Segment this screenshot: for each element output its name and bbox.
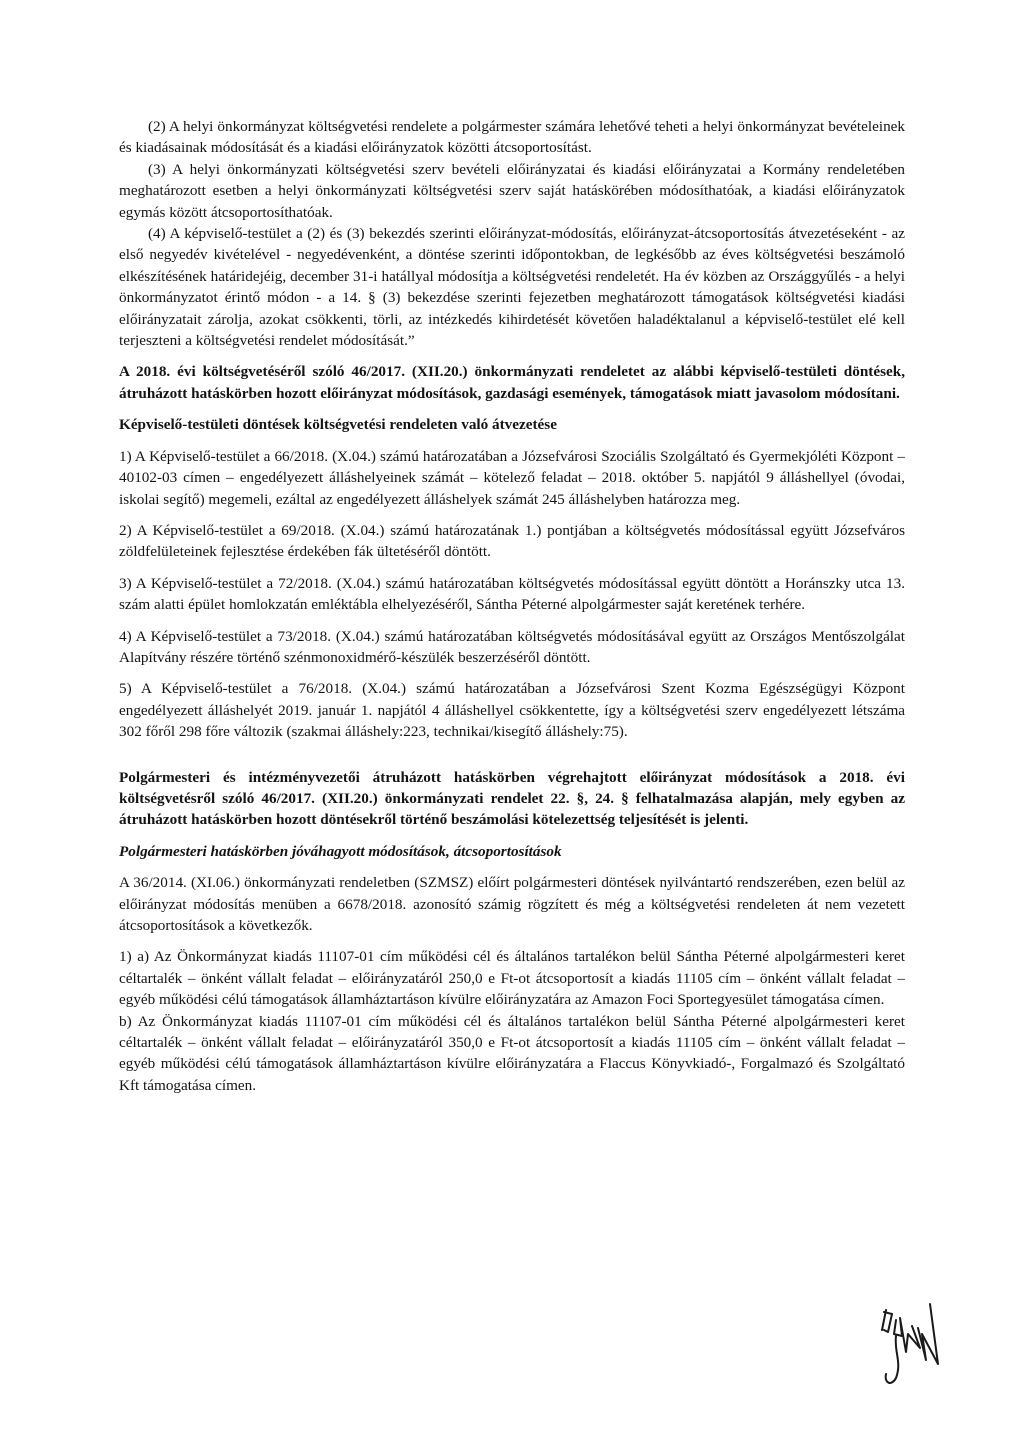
- decision-item-4: 4) A Képviselő-testület a 73/2018. (X.04.) számú határozatában költségvetés módosításával együtt az Országos Mentőszolgálat Alapítvány részére történő szénmonoxidmérő-készülék beszerzéséről döntött.: [119, 627, 905, 666]
- decision-item-2: 2) A Képviselő-testület a 69/2018. (X.04.) számú határozatának 1.) pontjában a költségvetés módosítással együtt Józsefváros zöldfelületeinek fejlesztése érdekében fák ültetéséről döntött.: [119, 521, 905, 561]
- decision-item-5: 5) A Képviselő-testület a 76/2018. (X.04.) számú határozatában a Józsefvárosi Szent Kozma Egészségügyi Központ engedélyezett álláshelyét 2019. január 1. napjától 4 álláshellyel csökkentette, így a költségvetési szerv engedélyezett létszáma 302 főről 298 főre változik (szakmai álláshely:223, technikai/kisegítő álláshely:75).: [119, 680, 905, 741]
- section-heading-delegated-modifications: Polgármesteri és intézményvezetői átruházott hatáskörben végrehajtott előirányzat módosítások a 2018. évi költségvetésről szóló 46/2017. (XII.20.) önkormányzati rendelet 22. §, 24. § felhatalmazása alapján, mely egyben az átruházott hatáskörben hozott döntésekről történő beszámolási kötelezettség teljesítését is jelenti.: [119, 768, 905, 829]
- transfer-item-1b: b) Az Önkormányzat kiadás 11107-01 cím működési cél és általános tartalékon belül Sántha Péterné alpolgármesteri keret céltartalék – önként vállalt feladat – előirányzatáról 350,0 e Ft-ot átcsoportosít a kiadás 11105 cím – önként vállalt feladat – egyéb működési célú támogatások államháztartáson kívülre előirányzatára a Flaccus Könyvkiadó-, Forgalmazó és Szolgáltató Kft támogatása címen.: [119, 1012, 905, 1094]
- document-page: [119, 116, 905, 1096]
- handwritten-signature: [872, 1290, 962, 1400]
- transfer-item-1a: 1) a) Az Önkormányzat kiadás 11107-01 cím működési cél és általános tartalékon belül Sántha Péterné alpolgármesteri keret céltartalék – önként vállalt feladat – előirányzatáról 250,0 e Ft-ot átcsoportosít a kiadás 11105 cím – önként vállalt feladat – egyéb működési célú támogatások államháztartáson kívülre előirányzatára az Amazon Foci Sportegyesület támogatása címen.: [119, 948, 905, 1009]
- section-heading-council-decisions: Képviselő-testületi döntések költségvetési rendeleten való átvezetése: [119, 416, 557, 434]
- paragraph-2: (2) A helyi önkormányzat költségvetési rendelete a polgármester számára lehetővé teheti a helyi önkormányzat bevételeinek és kiadásainak módosítását és a kiadási előirányzatok közötti átcsoportosítást.: [119, 118, 905, 157]
- decision-item-1: 1) A Képviselő-testület a 66/2018. (X.04.) számú határozatában a Józsefvárosi Szociális Szolgáltató és Gyermekjóléti Központ – 40102-03 címen – engedélyezett álláshelyeinek számát – kötelező feladat – 2018. október 5. napjától 9 álláshellyel (óvodai, iskolai segítő) megemeli, ezáltal az engedélyezett álláshelyek számát 245 álláshelyben határozza meg.: [119, 447, 905, 508]
- decision-item-3: 3) A Képviselő-testület a 72/2018. (X.04.) számú határozatában költségvetés módosítással együtt döntött a Horánszky utca 13. szám alatti épület homlokzatán emléktábla elhelyezéséről, Sántha Péterné alpolgármester saját keretének terhére.: [119, 574, 905, 614]
- paragraph-4: (4) A képviselő-testület a (2) és (3) bekezdés szerinti előirányzat-módosítás, előirányzat-átcsoportosítás átvezetéseként - az első negyedév kivételével - negyedévenként, a döntése szerinti időpontokban, de legkésőbb az éves költségvetési beszámoló elkészítésének határidejéig, december 31-i hatállyal módosítja a költségvetési rendeletét. Ha év közben az Országgyűlés - a helyi önkormányzatot érintő módon - a 14. § (3) bekezdése szerinti fejezetben meghatározott támogatások költségvetési kiadási előirányzatait zárolja, azokat csökkenti, törli, az intézkedés kihirdetését követően haladéktalanul a képviselő-testület elé kell terjeszteni a költségvetési rendelet módosítását.”: [119, 225, 905, 350]
- subheading-mayoral-approvals: Polgármesteri hatáskörben jóváhagyott módosítások, átcsoportosítások: [119, 842, 562, 860]
- paragraph-3: (3) A helyi önkormányzati költségvetési szerv bevételi előirányzatai és kiadási előirányzatai a Kormány rendeletében meghatározott esetben a helyi önkormányzati költségvetési szerv saját hatáskörében módosíthatóak, a kiadási előirányzatok egymás között átcsoportosíthatóak.: [119, 160, 905, 221]
- proposal-paragraph: A 2018. évi költségvetéséről szóló 46/2017. (XII.20.) önkormányzati rendeletet az alábbi képviselő-testületi döntések, átruházott hatáskörben hozott előirányzat módosítások, gazdasági események, támogatások miatt javasolom módosítani.: [119, 363, 905, 402]
- register-paragraph: A 36/2014. (XI.06.) önkormányzati rendeletben (SZMSZ) előírt polgármesteri döntések nyilvántartó rendszerében, ezen belül az előirányzat módosítás menüben a 6678/2018. azonosító számig rögzített és még a költségvetési rendeleten át nem vezetett átcsoportosítások a következők.: [119, 874, 905, 934]
